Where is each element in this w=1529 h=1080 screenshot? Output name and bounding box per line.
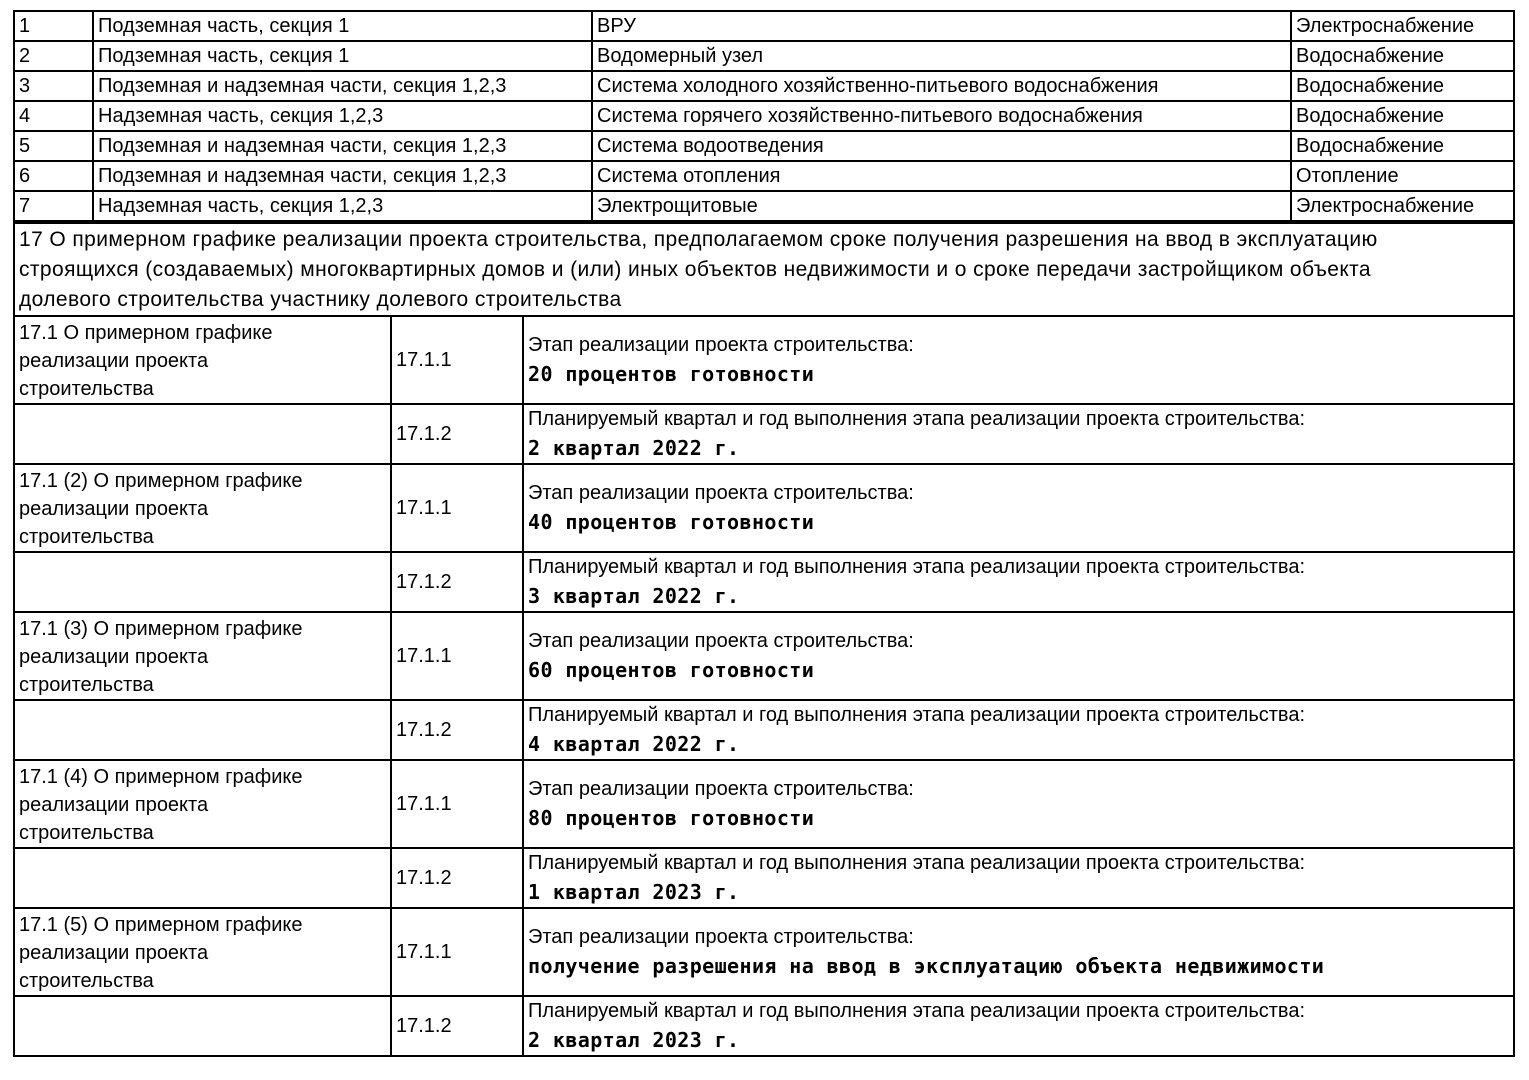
item-content-cell (523, 316, 1514, 404)
building-part-cell: Подземная часть, секция 1 (93, 11, 592, 41)
item-code-cell: 17.1.2 (391, 552, 523, 612)
section-17-table (13, 222, 1515, 1057)
item-content-cell (523, 612, 1514, 700)
network-type-cell: Электроснабжение (1291, 11, 1514, 41)
building-part-cell: Подземная и надземная части, секция 1,2,3 (93, 161, 592, 191)
item-content-cell (523, 848, 1514, 908)
block-label-cell (14, 612, 391, 700)
building-part-cell: Подземная и надземная части, секция 1,2,3 (93, 71, 592, 101)
item-code-cell: 17.1.2 (391, 848, 523, 908)
item-value: 2 квартал 2022 г. (528, 436, 740, 460)
item-code-cell: 17.1.1 (391, 464, 523, 552)
block-label: 17.1 (5) О примерном графике реализации проекта строительства (19, 914, 303, 992)
item-content-cell (523, 996, 1514, 1056)
system-row (14, 161, 1514, 191)
section-17-header-line: строящихся (создаваемых) многоквартирных домов и (или) иных объектов недвижимости и о сроке передачи застройщиком объекта (19, 257, 1371, 281)
item-caption: Этап реализации проекта строительства: (528, 482, 914, 504)
item-caption: Этап реализации проекта строительства: (528, 926, 914, 948)
document-page (13, 10, 1513, 1057)
system-name-cell: ВРУ (592, 11, 1291, 41)
row-number-cell: 2 (14, 41, 93, 71)
item-value: 4 квартал 2022 г. (528, 732, 740, 756)
block-label-cell (14, 908, 391, 996)
block-label: 17.1 (2) О примерном графике реализации проекта строительства (19, 470, 303, 548)
stage-row (14, 760, 1514, 848)
network-type-cell: Водоснабжение (1291, 71, 1514, 101)
block-label-cell (14, 552, 391, 612)
system-name-cell: Система отопления (592, 161, 1291, 191)
system-name-cell: Система холодного хозяйственно-питьевого водоснабжения (592, 71, 1291, 101)
item-code-cell: 17.1.2 (391, 996, 523, 1056)
item-caption: Планируемый квартал и год выполнения этапа реализации проекта строительства: (528, 556, 1306, 578)
network-type-cell: Водоснабжение (1291, 101, 1514, 131)
network-type-cell: Электроснабжение (1291, 191, 1514, 221)
block-label-cell (14, 404, 391, 464)
item-content-cell (523, 908, 1514, 996)
item-content-cell (523, 404, 1514, 464)
item-caption: Планируемый квартал и год выполнения этапа реализации проекта строительства: (528, 408, 1306, 430)
system-row (14, 41, 1514, 71)
row-number-cell: 6 (14, 161, 93, 191)
block-label-cell (14, 464, 391, 552)
quarter-row (14, 404, 1514, 464)
item-value: 20 процентов готовности (528, 362, 815, 386)
item-code-cell: 17.1.1 (391, 908, 523, 996)
item-caption: Этап реализации проекта строительства: (528, 334, 914, 356)
item-caption: Этап реализации проекта строительства: (528, 630, 914, 652)
system-name-cell: Система горячего хозяйственно-питьевого водоснабжения (592, 101, 1291, 131)
system-name-cell: Электрощитовые (592, 191, 1291, 221)
section-17-header (14, 223, 1514, 316)
block-label: 17.1 О примерном графике реализации проекта строительства (19, 322, 273, 400)
item-code-cell: 17.1.1 (391, 760, 523, 848)
system-name-cell: Водомерный узел (592, 41, 1291, 71)
quarter-row (14, 996, 1514, 1056)
block-label-cell (14, 316, 391, 404)
item-caption: Планируемый квартал и год выполнения этапа реализации проекта строительства: (528, 704, 1306, 726)
stage-row (14, 612, 1514, 700)
system-row (14, 191, 1514, 221)
block-label-cell (14, 848, 391, 908)
row-number-cell: 3 (14, 71, 93, 101)
building-part-cell: Надземная часть, секция 1,2,3 (93, 191, 592, 221)
system-row (14, 131, 1514, 161)
item-content-cell (523, 464, 1514, 552)
section-17-header-row (14, 223, 1514, 316)
block-label-cell (14, 760, 391, 848)
item-caption: Планируемый квартал и год выполнения этапа реализации проекта строительства: (528, 1000, 1306, 1022)
item-value: 2 квартал 2023 г. (528, 1028, 740, 1052)
building-part-cell: Подземная часть, секция 1 (93, 41, 592, 71)
item-value: 1 квартал 2023 г. (528, 880, 740, 904)
item-value: 3 квартал 2022 г. (528, 584, 740, 608)
section-17-header-line: 17 О примерном графике реализации проекта строительства, предполагаемом сроке получения разрешения на ввод в эксплуатацию (19, 227, 1378, 251)
stage-row (14, 908, 1514, 996)
system-row (14, 11, 1514, 41)
quarter-row (14, 700, 1514, 760)
block-label: 17.1 (3) О примерном графике реализации проекта строительства (19, 618, 303, 696)
block-label: 17.1 (4) О примерном графике реализации проекта строительства (19, 766, 303, 844)
block-label-cell (14, 996, 391, 1056)
system-name-cell: Система водоотведения (592, 131, 1291, 161)
system-row (14, 71, 1514, 101)
network-type-cell: Отопление (1291, 161, 1514, 191)
section-17-header-line: долевого строительства участнику долевого строительства (19, 287, 622, 311)
network-type-cell: Водоснабжение (1291, 41, 1514, 71)
item-value: 80 процентов готовности (528, 806, 815, 830)
item-content-cell (523, 760, 1514, 848)
quarter-row (14, 552, 1514, 612)
item-code-cell: 17.1.2 (391, 404, 523, 464)
item-content-cell (523, 552, 1514, 612)
engineering-systems-table (13, 10, 1515, 222)
block-label-cell (14, 700, 391, 760)
row-number-cell: 7 (14, 191, 93, 221)
row-number-cell: 5 (14, 131, 93, 161)
item-content-cell (523, 700, 1514, 760)
system-row (14, 101, 1514, 131)
building-part-cell: Подземная и надземная части, секция 1,2,3 (93, 131, 592, 161)
item-value: 60 процентов готовности (528, 658, 815, 682)
row-number-cell: 1 (14, 11, 93, 41)
stage-row (14, 316, 1514, 404)
row-number-cell: 4 (14, 101, 93, 131)
item-code-cell: 17.1.2 (391, 700, 523, 760)
network-type-cell: Водоснабжение (1291, 131, 1514, 161)
building-part-cell: Надземная часть, секция 1,2,3 (93, 101, 592, 131)
item-value: получение разрешения на ввод в эксплуатацию объекта недвижимости (528, 954, 1325, 978)
item-caption: Планируемый квартал и год выполнения этапа реализации проекта строительства: (528, 852, 1306, 874)
quarter-row (14, 848, 1514, 908)
item-code-cell: 17.1.1 (391, 612, 523, 700)
item-caption: Этап реализации проекта строительства: (528, 778, 914, 800)
systems-rows (14, 11, 1514, 221)
stage-row (14, 464, 1514, 552)
item-value: 40 процентов готовности (528, 510, 815, 534)
item-code-cell: 17.1.1 (391, 316, 523, 404)
